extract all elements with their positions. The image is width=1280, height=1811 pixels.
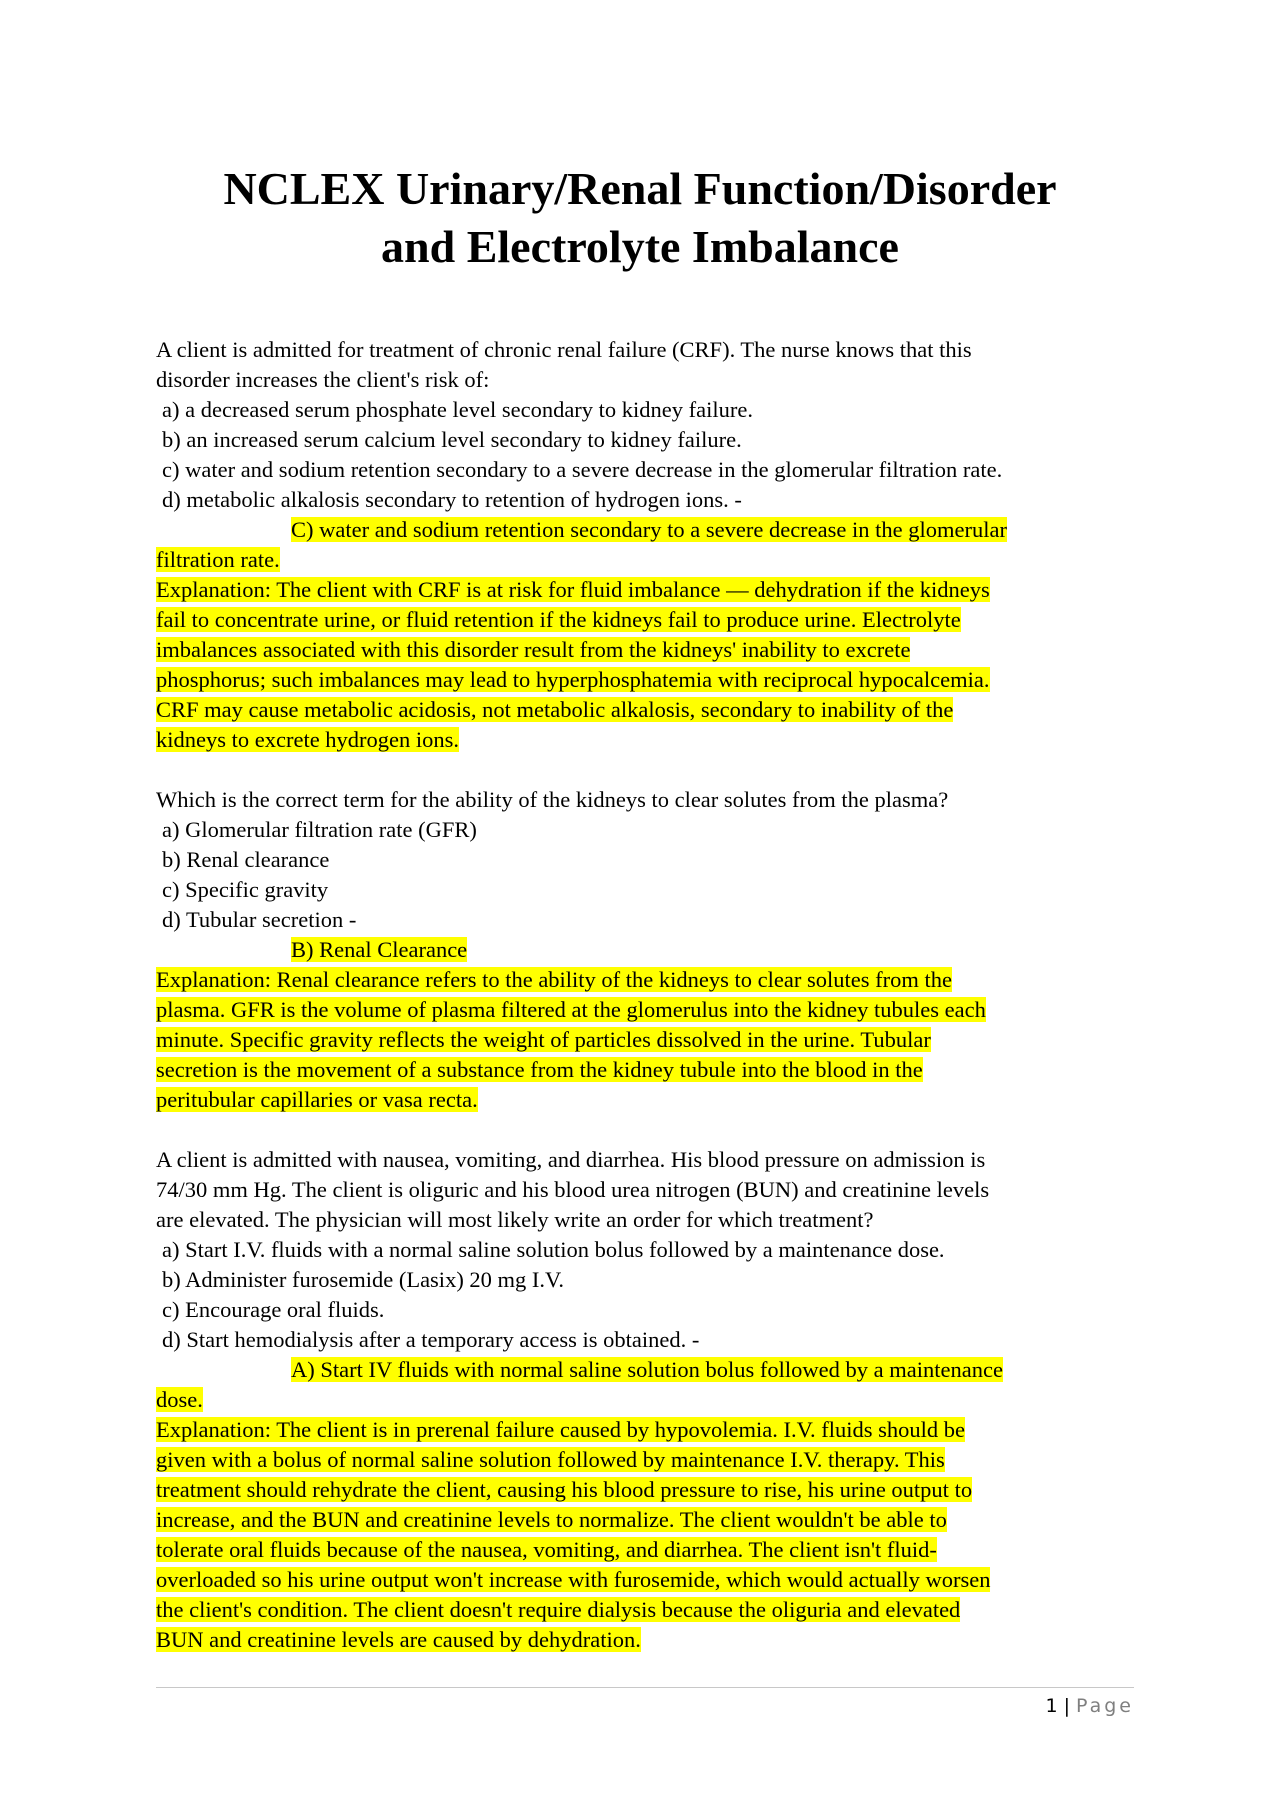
question-block-3 bbox=[156, 1145, 1146, 1655]
document-body bbox=[156, 335, 1146, 1655]
explanation-text: phosphorus; such imbalances may lead to hyperphosphatemia with reciprocal hypocalcemia. bbox=[156, 667, 990, 692]
question-stem: are elevated. The physician will most likely write an order for which treatment? bbox=[156, 1207, 874, 1232]
answer-option-d: d) Tubular secretion - bbox=[162, 907, 357, 932]
question-stem: 74/30 mm Hg. The client is oliguric and his blood urea nitrogen (BUN) and creatinine levels bbox=[156, 1177, 990, 1202]
explanation-text: given with a bolus of normal saline solution followed by maintenance I.V. therapy. This bbox=[156, 1447, 945, 1472]
explanation-text: tolerate oral fluids because of the nausea, vomiting, and diarrhea. The client isn't fluid- bbox=[156, 1537, 937, 1562]
correct-answer: C) water and sodium retention secondary to a severe decrease in the glomerular bbox=[291, 517, 1007, 542]
title-line-2: and Electrolyte Imbalance bbox=[381, 221, 899, 272]
answer-option-d: d) Start hemodialysis after a temporary access is obtained. - bbox=[162, 1327, 700, 1352]
correct-answer: B) Renal Clearance bbox=[291, 937, 468, 962]
correct-answer: filtration rate. bbox=[156, 547, 280, 572]
explanation-text: secretion is the movement of a substance from the kidney tubule into the blood in the bbox=[156, 1057, 923, 1082]
title-line-1: NCLEX Urinary/Renal Function/Disorder bbox=[223, 163, 1057, 214]
answer-option-a: a) a decreased serum phosphate level secondary to kidney failure. bbox=[162, 397, 753, 422]
answer-option-c: c) water and sodium retention secondary to a severe decrease in the glomerular filtration rate. bbox=[162, 457, 1003, 482]
explanation-text: peritubular capillaries or vasa recta. bbox=[156, 1087, 478, 1112]
explanation-text: kidneys to excrete hydrogen ions. bbox=[156, 727, 460, 752]
answer-option-a: a) Glomerular filtration rate (GFR) bbox=[162, 817, 477, 842]
page-number: 1 bbox=[1045, 1695, 1058, 1717]
page-footer bbox=[156, 1693, 1134, 1719]
question-block-2 bbox=[156, 785, 1146, 1115]
explanation-text: CRF may cause metabolic acidosis, not metabolic alkalosis, secondary to inability of the bbox=[156, 697, 954, 722]
explanation-text: treatment should rehydrate the client, causing his blood pressure to rise, his urine output to bbox=[156, 1477, 973, 1502]
answer-option-b: b) Administer furosemide (Lasix) 20 mg I.V. bbox=[162, 1267, 565, 1292]
paragraph-gap bbox=[156, 755, 1146, 785]
question-stem: Which is the correct term for the ability of the kidneys to clear solutes from the plasma? bbox=[156, 787, 949, 812]
answer-option-c: c) Encourage oral fluids. bbox=[162, 1297, 385, 1322]
explanation-text: overloaded so his urine output won't increase with furosemide, which would actually worsen bbox=[156, 1567, 991, 1592]
answer-option-b: b) Renal clearance bbox=[162, 847, 330, 872]
explanation-text: fail to concentrate urine, or fluid retention if the kidneys fail to produce urine. Electrolyte bbox=[156, 607, 961, 632]
explanation-text: minute. Specific gravity reflects the weight of particles dissolved in the urine. Tubular bbox=[156, 1027, 931, 1052]
explanation-text: the client's condition. The client doesn't require dialysis because the oliguria and elevated bbox=[156, 1597, 961, 1622]
page-label: Page bbox=[1076, 1695, 1134, 1717]
explanation-text: Explanation: The client is in prerenal failure caused by hypovolemia. I.V. fluids should be bbox=[156, 1417, 965, 1442]
answer-option-d: d) metabolic alkalosis secondary to retention of hydrogen ions. - bbox=[162, 487, 742, 512]
correct-answer: dose. bbox=[156, 1387, 203, 1412]
explanation-text: BUN and creatinine levels are caused by dehydration. bbox=[156, 1627, 641, 1652]
question-block-1 bbox=[156, 335, 1146, 755]
footer-separator: | bbox=[1063, 1695, 1070, 1717]
answer-option-a: a) Start I.V. fluids with a normal saline solution bolus followed by a maintenance dose. bbox=[162, 1237, 945, 1262]
question-stem: disorder increases the client's risk of: bbox=[156, 367, 490, 392]
explanation-text: Explanation: The client with CRF is at risk for fluid imbalance — dehydration if the kidneys bbox=[156, 577, 990, 602]
explanation-text: Explanation: Renal clearance refers to the ability of the kidneys to clear solutes from the bbox=[156, 967, 952, 992]
footer-divider bbox=[156, 1687, 1134, 1688]
explanation-text: plasma. GFR is the volume of plasma filtered at the glomerulus into the kidney tubules each bbox=[156, 997, 986, 1022]
paragraph-gap bbox=[156, 1115, 1146, 1145]
explanation-text: imbalances associated with this disorder result from the kidneys' inability to excrete bbox=[156, 637, 911, 662]
answer-option-c: c) Specific gravity bbox=[162, 877, 329, 902]
question-stem: A client is admitted for treatment of chronic renal failure (CRF). The nurse knows that this bbox=[156, 337, 972, 362]
document-title bbox=[156, 160, 1124, 276]
answer-option-b: b) an increased serum calcium level secondary to kidney failure. bbox=[162, 427, 742, 452]
question-stem: A client is admitted with nausea, vomiting, and diarrhea. His blood pressure on admission is bbox=[156, 1147, 986, 1172]
correct-answer: A) Start IV fluids with normal saline solution bolus followed by a maintenance bbox=[291, 1357, 1003, 1382]
explanation-text: increase, and the BUN and creatinine levels to normalize. The client wouldn't be able to bbox=[156, 1507, 947, 1532]
